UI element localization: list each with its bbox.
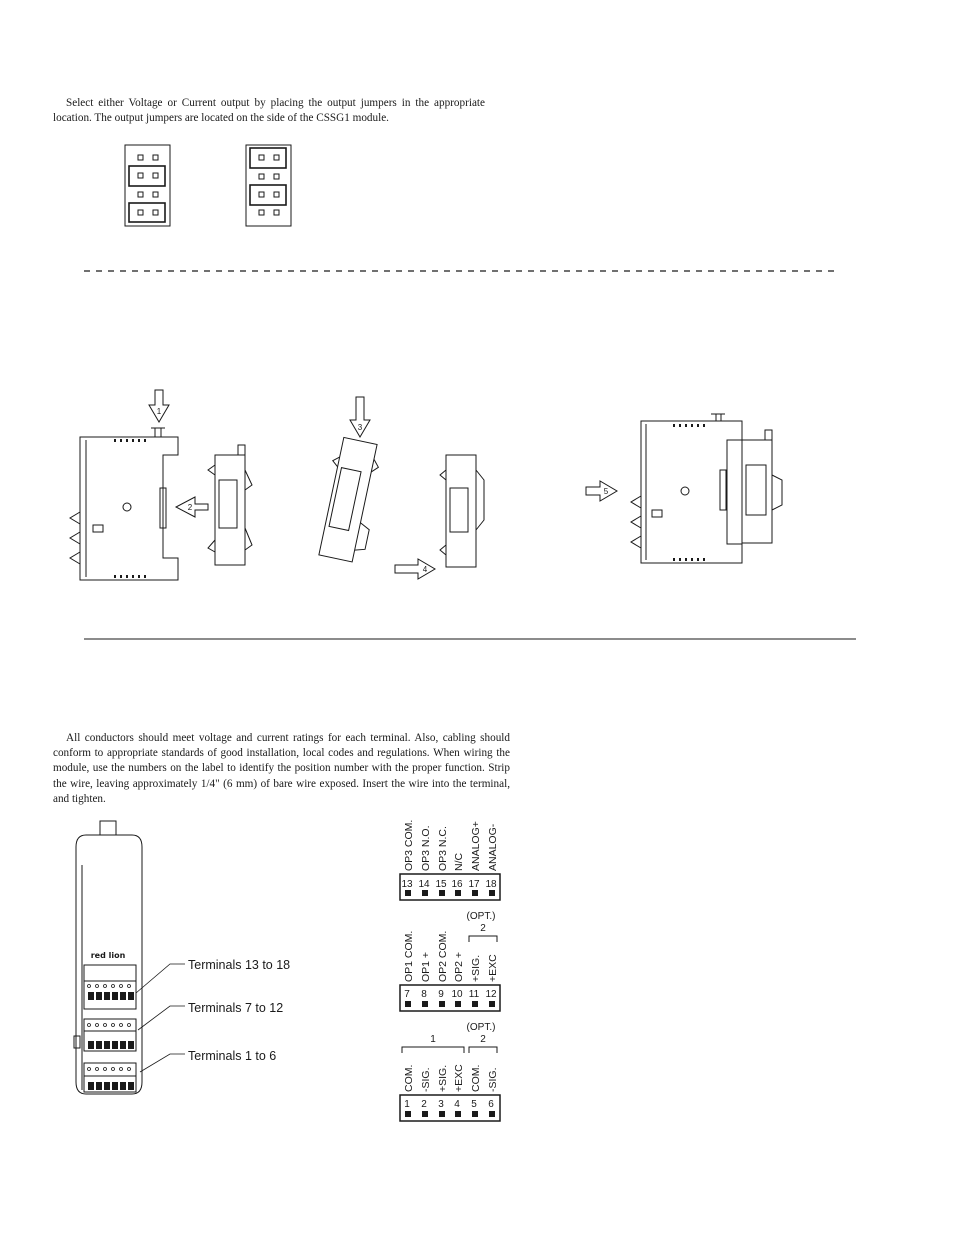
terminal-num: 16 (451, 879, 463, 890)
module-assembled-e (631, 414, 782, 563)
module-logo: red lion (90, 951, 126, 960)
jumper-instructions-text: Select either Voltage or Current output by placing the output jumpers in the appropriate location. The output jumpers are located on the side of the CSSG1 module. (53, 97, 485, 125)
step-5-label: 5 (603, 487, 609, 496)
terminal-num: 7 (404, 989, 410, 1000)
bracket-opt-label: (OPT.) (466, 911, 496, 922)
wiring-instructions-text: All conductors should meet voltage and current ratings for each terminal. Also, cabling should conform to appropriate standards of good installation, local codes and regulations. When wiring the module, use the numbers on the label to identify the position number with the proper function. Strip the wire, leaving approximately 1/4" (6 mm) of bare wire exposed. Insert the wire into the terminal, and tighten. (53, 732, 510, 805)
terminal-label: +SIG. (470, 954, 482, 982)
terminal-num: 6 (488, 1099, 494, 1110)
rail-piece-b (208, 445, 252, 565)
rail-piece-d (440, 455, 484, 567)
callout-terminals-1-6: Terminals 1 to 6 (188, 1049, 277, 1063)
step-3-label: 3 (357, 423, 363, 432)
module-front-view (74, 821, 142, 1094)
module-terminals-bottom (88, 1082, 134, 1090)
terminal-label: OP3 N.C. (437, 826, 449, 871)
callout-terminals-7-12: Terminals 7 to 12 (188, 1001, 284, 1015)
module-side-view-a (70, 428, 178, 580)
step-4-label: 4 (422, 565, 428, 574)
terminal-num: 4 (454, 1099, 460, 1110)
bracket-opt-label: (OPT.) (466, 1022, 496, 1033)
terminal-label: ANALOG+ (470, 821, 482, 871)
terminal-num: 15 (435, 879, 447, 890)
step-1-label: 1 (156, 407, 162, 416)
terminal-num: 14 (418, 879, 430, 890)
terminal-label: OP2 + (453, 951, 465, 982)
terminal-block-7-12 (400, 911, 500, 1011)
terminal-label: ANALOG- (487, 823, 499, 871)
bracket-left-num-label: 1 (430, 1034, 436, 1045)
terminal-label: COM. (470, 1064, 482, 1092)
callout-terminals-13-18: Terminals 13 to 18 (188, 958, 291, 972)
terminal-label: +SIG. (437, 1064, 449, 1092)
terminal-num: 9 (438, 989, 444, 1000)
terminal-num: 2 (421, 1099, 427, 1110)
terminal-label: OP3 N.O. (420, 825, 432, 871)
terminal-label: OP1 COM. (403, 930, 415, 982)
terminal-block-13-18 (400, 820, 500, 900)
terminal-label: OP2 COM. (437, 930, 449, 982)
terminal-label: -SIG. (487, 1067, 499, 1092)
terminal-num: 1 (404, 1099, 410, 1110)
terminal-num: 17 (468, 879, 480, 890)
step-2-label: 2 (187, 503, 193, 512)
bracket-num-label: 2 (480, 1034, 486, 1045)
terminal-num: 11 (468, 989, 480, 1000)
bracket-num-label: 2 (480, 923, 486, 934)
terminal-label: +EXC (487, 954, 499, 982)
terminal-label: OP3 COM. (403, 819, 415, 871)
terminal-num: 5 (471, 1099, 477, 1110)
terminal-block-1-6 (400, 1022, 500, 1121)
terminal-num: 10 (451, 989, 463, 1000)
module-tilted-c (313, 436, 387, 564)
terminal-label: N/C (453, 852, 465, 871)
terminal-label: -SIG. (420, 1067, 432, 1092)
terminal-num: 3 (438, 1099, 444, 1110)
terminal-num: 13 (401, 879, 413, 890)
module-terminals-top (88, 992, 134, 1000)
terminal-num: 18 (485, 879, 497, 890)
terminal-label: +EXC (453, 1064, 465, 1092)
terminal-num: 12 (485, 989, 497, 1000)
terminal-label: OP1 + (420, 951, 432, 982)
wiring-instructions (53, 731, 510, 807)
terminal-label: COM. (403, 1064, 415, 1092)
terminal-num: 8 (421, 989, 427, 1000)
module-terminals-mid (88, 1041, 134, 1049)
